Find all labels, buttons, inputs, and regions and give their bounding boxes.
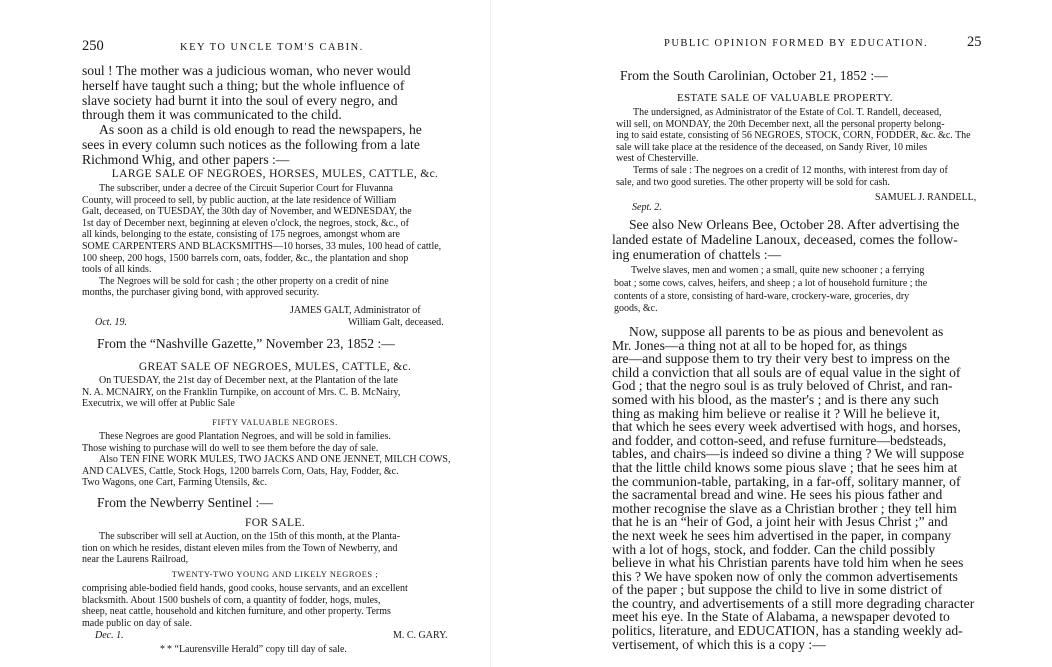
text-line: slave society had burnt it into the soul of every negro, and	[82, 92, 398, 108]
text-line: boat ; some cows, calves, heifers, and sheep ; a lot of household furniture ; the	[614, 277, 928, 289]
ad3-body2	[82, 583, 468, 629]
text-line: Twelve slaves, men and women ; a small, quite new schooner ; a ferrying	[631, 265, 925, 276]
text-line: goods, &c.	[614, 303, 658, 315]
text-line: through them it was communicated to the child.	[82, 107, 342, 123]
text-line: The subscriber will sell at Auction, on the 15th of this month, at the Planta-	[99, 531, 401, 542]
text-line: the sacramental bread and wine. He sees his pious father and	[612, 487, 943, 503]
text-line: thing as making him believe or realise it ? Will he believe it,	[612, 405, 941, 421]
text-line: Now, suppose all parents to be as pious and benevolent as	[629, 324, 944, 339]
text-line: the country, and advertisements of a still more degrading character	[612, 595, 975, 611]
text-line: On TUESDAY, the 21st day of December next, at the Plantation of the late	[99, 375, 398, 386]
intro-paragraph	[82, 64, 468, 168]
text-line: months, the purchaser giving bond, with approved security.	[82, 287, 320, 299]
text-line: ing to said estate, consisting of 56 NEGROES, STOCK, CORN, FODDER, &c. &c. The	[616, 130, 971, 142]
ad3-signer: M. C. GARY.	[393, 630, 448, 641]
text-line: Two Wagons, one Cart, Farming Utensils, &c.	[82, 477, 267, 489]
source-south-carolinian: From the South Carolinian, October 21, 1852 :—	[620, 68, 888, 83]
text-line: that the little child knows some pious slave ; that he sees him at	[612, 459, 958, 475]
r-ad1-signer: SAMUEL J. RANDELL,	[875, 192, 977, 203]
text-line: tools of all kinds.	[82, 264, 152, 276]
text-line: mother recognise the slave as a Christian brother ; they tell him	[612, 500, 957, 516]
text-line: all kinds, belonging to the estate, consisting of 175 negroes, amongst whom are	[82, 229, 400, 241]
main-paragraph	[612, 325, 1052, 651]
text-line: soul ! The mother was a judicious woman, who never would	[82, 63, 411, 78]
text-line: These Negroes are good Plantation Negroes, and will be sold in families.	[99, 431, 391, 442]
text-line: Executrix, we will offer at Public Sale	[82, 398, 235, 410]
ad1-date: Oct. 19.	[95, 317, 127, 328]
ad1-signer2: William Galt, deceased.	[348, 317, 444, 328]
text-line: sale, and two good sureties. The other property will be sold for cash.	[616, 176, 890, 188]
text-line: made public on day of sale.	[82, 617, 192, 629]
text-line: the next week he sees him advertised in the paper, in company	[612, 527, 952, 543]
text-line: AND CALVES, Cattle, Stock Hogs, 1200 barrels Corn, Oats, Hay, Fodder, &c.	[82, 465, 399, 477]
text-line: Those wishing to purchase will do well to see them before the day of sale.	[82, 442, 379, 454]
text-line: ing enumeration of chattels :—	[612, 246, 782, 262]
text-line: contents of a store, consisting of hard-ware, crockery-ware, groceries, dry	[614, 290, 910, 302]
text-line: sale will take place at the residence of the deceased, on Sandy River, 10 miles	[616, 141, 928, 153]
text-line: somed with his blood, as the master's ; and is there any such	[612, 391, 939, 407]
right-running-head: PUBLIC OPINION FORMED BY EDUCATION.	[664, 38, 929, 49]
ad2-body	[82, 375, 468, 410]
text-line: comprising able-bodied field hands, good cooks, house servants, and an excellent	[82, 583, 408, 594]
ad1-signer: JAMES GALT, Administrator of	[290, 305, 421, 316]
text-line: 1st day of December next, beginning at eleven o'clock, the negroes, stock, &c., of	[82, 217, 409, 229]
text-line: politics, literature, and EDUCATION, has a standing weekly ad-	[612, 623, 963, 639]
see-also-paragraph	[612, 218, 1032, 262]
text-line: Also TEN FINE WORK MULES, TWO JACKS AND ONE JENNET, MILCH COWS,	[99, 454, 451, 466]
text-line: God ; that the negro soul is as truly beloved of Christ, and ran-	[612, 378, 953, 394]
ad2-heading: GREAT SALE OF NEGROES, MULES, CATTLE, &c.	[138, 360, 412, 373]
text-line: sees in every column such notices as the following from a late	[82, 136, 420, 152]
text-line: tables, and chairs—is indeed so divine a thing ? We will suppose	[612, 446, 965, 462]
text-line: As soon as a child is old enough to read the newspapers, he	[99, 122, 422, 138]
text-line: Terms of sale : The negroes on a credit of 12 months, with interest from day of	[633, 164, 948, 176]
text-line: The subscriber, under a decree of the Circuit Superior Court for Fluvanna	[99, 183, 393, 194]
right-page	[592, 0, 980, 667]
text-line: blacksmith. About 1500 bushels of corn, a quantity of fodder, hogs, mules,	[82, 594, 381, 606]
text-line: meet his eye. In the State of Alabama, a newspaper devoted to	[612, 609, 950, 625]
text-line: that which he sees every week advertised with hogs, and horses,	[612, 419, 961, 435]
text-line: sheep, neat cattle, household and kitchen furniture, and other property. Terms	[82, 606, 391, 618]
text-line: tion on which he resides, distant eleven miles from the Town of Newberry, and	[82, 542, 398, 554]
text-line: SOME CARPENTERS AND BLACKSMITHS—10 horses, 33 mules, 100 head of cattle,	[82, 240, 442, 252]
ad2-body2	[82, 431, 468, 489]
ad2-subhead: FIFTY VALUABLE NEGROES.	[212, 418, 338, 427]
text-line: Galt, deceased, on TUESDAY, the 30th day of November, and WEDNESDAY, the	[82, 206, 412, 218]
ad3-date: Dec. 1.	[95, 630, 124, 641]
text-line: believe in what his Christian parents have told him when he sees	[612, 555, 964, 571]
text-line: near the Laurens Railroad,	[82, 554, 189, 566]
text-line: that he is an “heir of God, a joint heir with Jesus Christ ;” and	[612, 514, 948, 530]
text-line: The Negroes will be sold for cash ; the other property on a credit of nine	[99, 275, 389, 287]
ad1-body	[82, 183, 468, 299]
text-line: 100 sheep, 200 hogs, 1500 barrels corn, oats, fodder, &c., the plantation and shop	[82, 252, 409, 264]
text-line: landed estate of Madeline Lanoux, deceased, comes the follow-	[612, 231, 958, 247]
chattels-list	[614, 265, 1024, 316]
ad3-body	[82, 531, 468, 566]
text-line: child a conviction that all souls are of equal value in the sight of	[612, 364, 961, 380]
ad3-footnote: * * “Laurensville Herald” copy till day of sale.	[160, 644, 347, 655]
r-ad1-body	[616, 107, 1026, 188]
text-line: are—and suppose them to try their very best to impress on the	[612, 351, 950, 367]
r-ad1-heading: ESTATE SALE OF VALUABLE PROPERTY.	[677, 92, 893, 104]
text-line: See also New Orleans Bee, October 28. After advertising the	[629, 217, 960, 232]
left-page-number: 250	[82, 38, 104, 54]
text-line: The undersigned, as Administrator of the Estate of Col. T. Randell, deceased,	[633, 107, 942, 118]
left-page	[0, 0, 490, 667]
text-line: this ? We have spoken now of only the common advertisements	[612, 568, 958, 584]
source-nashville: From the “Nashville Gazette,” November 23, 1852 :—	[97, 336, 395, 351]
source-newberry: From the Newberry Sentinel :—	[97, 495, 273, 510]
text-line: and fodder, and cotton-seed, and refuse furniture—bedsteads,	[612, 432, 947, 448]
text-line: Mr. Jones—a thing not at all to be hoped for, as things	[612, 337, 908, 353]
text-line: with a lot of hogs, stock, and fodder. Can the child possibly	[612, 541, 936, 557]
text-line: herself have taught such a thing; but the whole influence of	[82, 77, 405, 93]
ad1-heading: LARGE SALE OF NEGROES, HORSES, MULES, CATTLE, &c.	[111, 167, 439, 180]
ad3-subhead: TWENTY-TWO YOUNG AND LIKELY NEGROES ;	[171, 570, 379, 579]
r-ad1-date: Sept. 2.	[632, 202, 662, 213]
text-line: Richmond Whig, and other papers :—	[82, 151, 290, 167]
text-line: vertisement, of which this is a copy :—	[612, 636, 826, 652]
text-line: N. A. MCNAIRY, on the Franklin Turnpike, on account of Mrs. C. B. McNairy,	[82, 386, 401, 398]
text-line: County, will proceed to sell, by public auction, at the late residence of William	[82, 194, 397, 206]
fold-line	[490, 0, 491, 667]
ad3-heading: FOR SALE.	[244, 516, 306, 529]
left-running-head: KEY TO UNCLE TOM'S CABIN.	[180, 42, 364, 53]
text-line: west of Chesterville.	[616, 153, 699, 165]
page-gutter	[490, 0, 592, 667]
text-line: the communion-table, partaking, in a far-off, solitary manner, of	[612, 473, 961, 489]
right-page-number: 25	[967, 34, 982, 50]
text-line: will sell, on MONDAY, the 20th December next, all the personal property belong-	[616, 118, 945, 130]
text-line: of the paper ; but suppose the child to live in some district of	[612, 582, 943, 598]
